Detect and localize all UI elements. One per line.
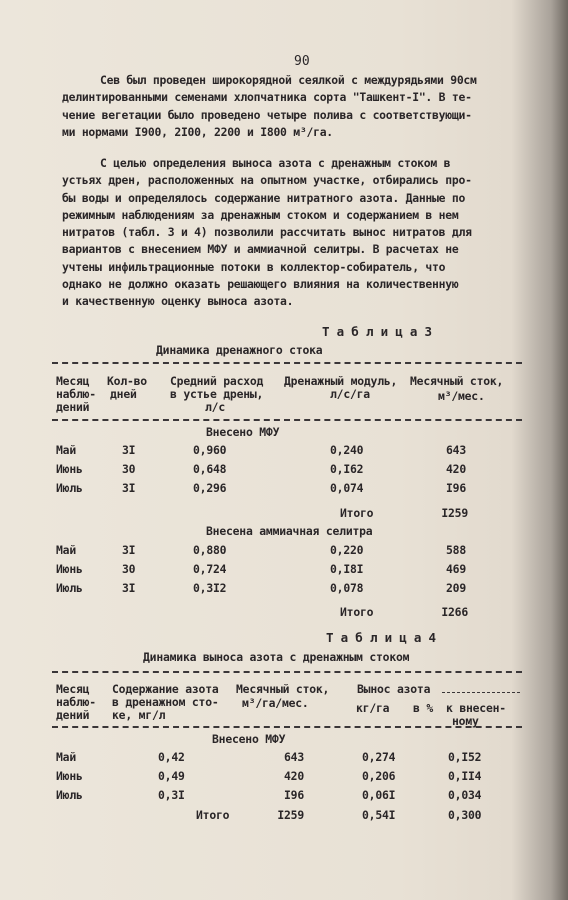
paragraph-line: учтены инфильтрационные потоки в коллектор-собиратель, что (62, 259, 446, 274)
cell-month: Июль (56, 581, 83, 595)
header-cell: Месяц (56, 374, 90, 388)
table-4-title: Динамика выноса азота с дренажным стоком (143, 650, 410, 664)
header-cell: ке, мг/л (112, 708, 166, 722)
cell-monthly-flow: 420 (284, 769, 304, 783)
header-cell: Средний расход (170, 374, 264, 388)
cell-days: 3I (122, 581, 136, 595)
cell-discharge: 0,296 (193, 481, 227, 495)
cell-modulus: 0,074 (330, 481, 364, 495)
cell-modulus: 0,I62 (330, 462, 364, 476)
cell-percent: 0,034 (448, 788, 482, 802)
cell-monthly-flow: 209 (446, 581, 466, 595)
paragraph-line: режимным наблюдениям за дренажным стоком и содержанием в нем (62, 207, 459, 222)
cell-month: Июль (56, 788, 83, 802)
cell-month: Май (56, 543, 76, 557)
cell-days: 3I (122, 543, 136, 557)
cell-percent: 0,I52 (448, 750, 482, 764)
total-label: Итого (196, 808, 230, 822)
cell-monthly-flow: 643 (284, 750, 304, 764)
cell-month: Июнь (56, 769, 83, 783)
header-cell: Кол-во (107, 374, 147, 388)
paragraph-1 (62, 72, 528, 141)
cell-discharge: 0,648 (193, 462, 227, 476)
cell-modulus: 0,078 (330, 581, 364, 595)
header-cell: Дренажный модуль, (284, 374, 398, 388)
header-cell: в устье дрены, (170, 387, 264, 401)
total-percent: 0,300 (448, 808, 482, 822)
total-label: Итого (340, 605, 374, 619)
table-4-header-rule (52, 726, 522, 728)
paragraph-line: ми нормами I900, 2I00, 2200 и I800 м³/га. (62, 124, 333, 139)
paragraph-line: однако не должно оказать решающего влияния на количественную (62, 277, 459, 292)
cell-monthly-flow: 588 (446, 543, 466, 557)
table-4-top-rule (52, 671, 522, 673)
cell-discharge: 0,960 (193, 443, 227, 457)
total-value: I259 (441, 506, 468, 520)
table-3-title: Динамика дренажного стока (156, 343, 323, 357)
header-cell: дений (56, 400, 90, 414)
paragraph-line: делинтированными семенами хлопчатника сорта "Ташкент-I". В те- (62, 90, 472, 105)
cell-discharge: 0,3I2 (193, 581, 227, 595)
table-3-group-2-title: Внесена аммиачная селитра (206, 524, 373, 538)
header-cell: л/с/га (330, 387, 370, 401)
header-cell: наблю- (56, 387, 96, 401)
paragraph-line: устьях дрен, расположенных на опытном участке, отбирались про- (62, 173, 472, 188)
cell-month: Июнь (56, 462, 83, 476)
paragraph-line: Сев был проведен широкорядной сеялкой с междурядьями 90см (100, 73, 477, 87)
cell-month: Май (56, 750, 76, 764)
cell-content: 0,42 (158, 750, 185, 764)
table-3-group-1-title: Внесено МФУ (206, 425, 280, 439)
cell-month: Июль (56, 481, 83, 495)
cell-monthly-flow: I96 (284, 788, 304, 802)
cell-modulus: 0,240 (330, 443, 364, 457)
cell-kgha: 0,274 (362, 750, 396, 764)
header-cell: наблю- (56, 695, 96, 709)
cell-modulus: 0,I8I (330, 562, 364, 576)
paragraph-2 (62, 155, 528, 311)
header-cell: ному (452, 714, 479, 728)
header-cell: кг/га (356, 701, 390, 715)
header-cell: Месяц (56, 682, 90, 696)
header-cell: Месячный сток, (236, 682, 330, 696)
cell-monthly-flow: 469 (446, 562, 466, 576)
page-number: 90 (294, 54, 310, 69)
total-label: Итого (340, 506, 374, 520)
header-cell: к внесен- (446, 701, 506, 715)
cell-monthly-flow: 643 (446, 443, 466, 457)
cell-monthly-flow: 420 (446, 462, 466, 476)
table-3-header-rule (52, 419, 522, 421)
cell-discharge: 0,724 (193, 562, 227, 576)
cell-days: 3I (122, 481, 136, 495)
paragraph-line: и качественную оценку выноса азота. (62, 294, 294, 309)
header-cell: м³/мес. (438, 389, 485, 403)
cell-content: 0,3I (158, 788, 185, 802)
header-cell: л/с (205, 400, 225, 414)
cell-discharge: 0,880 (193, 543, 227, 557)
cell-month: Июнь (56, 562, 83, 576)
cell-content: 0,49 (158, 769, 185, 783)
cell-days: 30 (122, 462, 136, 476)
total-value: I266 (441, 605, 468, 619)
paragraph-line: вариантов с внесением МФУ и аммиачной селитры. В расчетах не (62, 242, 459, 257)
paragraph-line: нитратов (табл. 3 и 4) позволили рассчитать вынос нитратов для (62, 225, 472, 240)
header-cell: Вынос азота (357, 682, 431, 696)
paragraph-line: чение вегетации было проведено четыре полива с соответствующи- (62, 107, 472, 122)
cell-days: 3I (122, 443, 136, 457)
header-cell: в дренажном сто- (112, 695, 219, 709)
header-cell: дней (110, 387, 137, 401)
total-kgha: 0,54I (362, 808, 396, 822)
table-4-group-title: Внесено МФУ (212, 732, 286, 746)
cell-kgha: 0,206 (362, 769, 396, 783)
cell-kgha: 0,06I (362, 788, 396, 802)
cell-month: Май (56, 443, 76, 457)
cell-monthly-flow: I96 (446, 481, 466, 495)
cell-percent: 0,II4 (448, 769, 482, 783)
table-3-label: Т а б л и ц а 3 (322, 324, 432, 339)
header-cell: дений (56, 708, 90, 722)
cell-days: 30 (122, 562, 136, 576)
paragraph-line: бы воды и определялось содержание нитратного азота. Данные по (62, 190, 466, 205)
header-cell: Содержание азота (112, 682, 219, 696)
header-cell: Месячный сток, (410, 374, 504, 388)
paragraph-line: С целью определения выноса азота с дренажным стоком в (100, 156, 451, 170)
header-cell: в % (413, 701, 433, 715)
header-cell: м³/га/мес. (242, 696, 309, 710)
total-monthly-flow: I259 (277, 808, 304, 822)
cell-modulus: 0,220 (330, 543, 364, 557)
table-4-label: Т а б л и ц а 4 (326, 630, 436, 645)
table-4-subheader-rule (442, 692, 520, 693)
table-3-top-rule (52, 362, 522, 364)
